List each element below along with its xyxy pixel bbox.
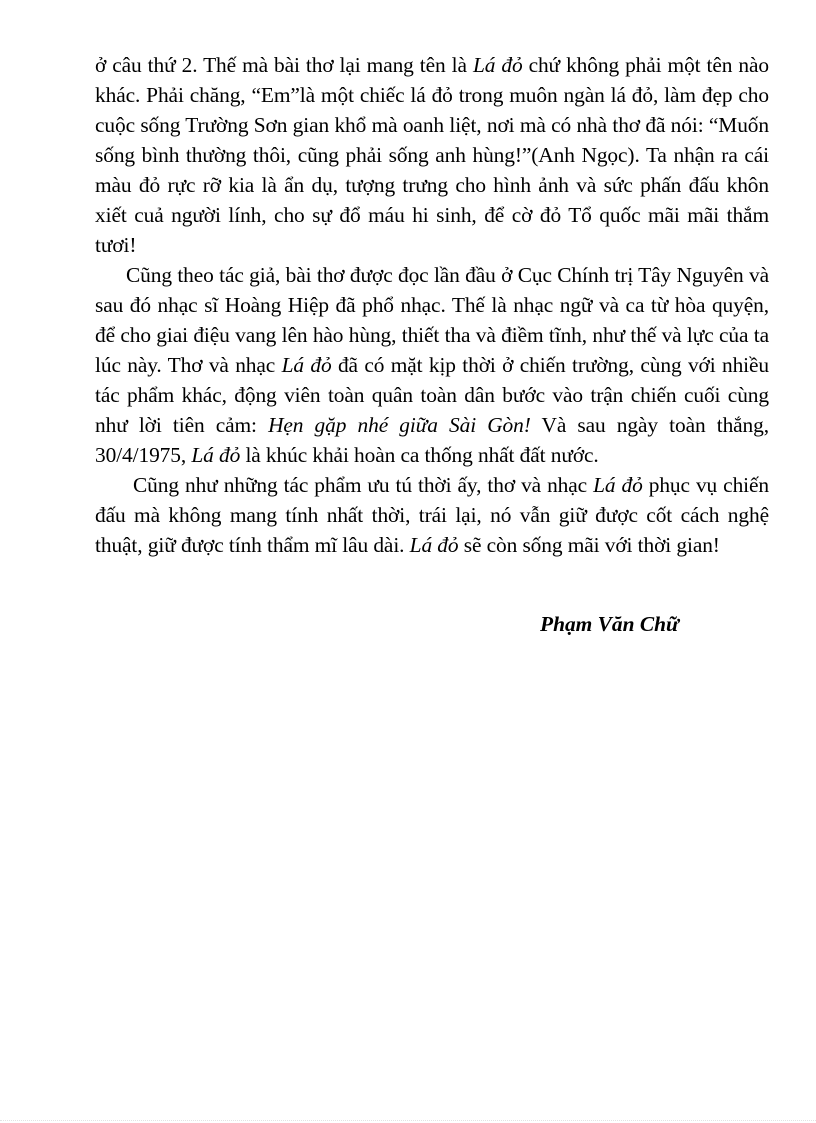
paragraph-1 [95, 50, 769, 260]
paragraph-2-italic-title-1: Lá đỏ [281, 353, 332, 377]
paragraph-2-text-3: Và sau ngày toàn thắng, 30/4/1975, [95, 413, 769, 467]
paragraph-3 [95, 470, 769, 560]
paragraph-2-italic-title-2: Lá đỏ [191, 443, 241, 467]
document-body [95, 50, 769, 560]
paragraph-1-text-1: ở câu thứ 2. Thế mà bài thơ lại mang tên là [95, 53, 473, 77]
paragraph-3-italic-title-1: Lá đỏ [593, 473, 643, 497]
paragraph-2-italic-quote: Hẹn gặp nhé giữa Sài Gòn! [268, 413, 531, 437]
paragraph-3-text-2: phục vụ chiến đấu mà không mang tính nhất thời, trái lại, nó vẫn giữ được cốt cách nghệ thuật, giữ được tính thẩm mĩ lâu dài. [95, 473, 769, 557]
paragraph-2-text-4: là khúc khải hoàn ca thống nhất đất nước. [240, 443, 599, 467]
page-bottom-divider [0, 1120, 816, 1121]
paragraph-2-text-1: Cũng theo tác giả, bài thơ được đọc lần đầu ở Cục Chính trị Tây Nguyên và sau đó nhạc sĩ Hoàng Hiệp đã phổ nhạc. Thế là nhạc ngữ và ca từ hòa quyện, để cho giai điệu vang lên hào hùng, thiết tha và điềm tĩnh, như thế và lực của ta lúc này. Thơ và nhạc [95, 263, 769, 377]
paragraph-2-text-2: đã có mặt kịp thời ở chiến trường, cùng với nhiều tác phẩm khác, động viên toàn quân toàn dân bước vào trận chiến cuối cùng như lời tiên cảm: [95, 353, 770, 437]
paragraph-1-text-2: chứ không phải một tên nào khác. Phải chăng, “Em”là một chiếc lá đỏ trong muôn ngàn lá đỏ, làm đẹp cho cuộc sống Trường Sơn gian khổ mà oanh liệt, nơi mà có nhà thơ đã nói: “Muốn sống bình thường thôi, cũng phải sống anh hùng!”(Anh Ngọc). Ta nhận ra cái màu đỏ rực rỡ kia là ẩn dụ, tượng trưng cho hình ảnh và sức phấn đấu khôn xiết cuả người lính, cho sự đổ máu hi sinh, để cờ đỏ Tổ quốc mãi mãi thắm tươi! [95, 53, 769, 257]
paragraph-1-italic-title: Lá đỏ [472, 53, 523, 77]
paragraph-3-italic-title-2: Lá đỏ [409, 533, 459, 557]
paragraph-2 [95, 260, 769, 470]
paragraph-3-text-3: sẽ còn sống mãi với thời gian! [458, 533, 720, 557]
paragraph-3-text-1: Cũng như những tác phẩm ưu tú thời ấy, thơ và nhạc [133, 473, 594, 497]
author-signature: Phạm Văn Chữ [540, 612, 679, 636]
